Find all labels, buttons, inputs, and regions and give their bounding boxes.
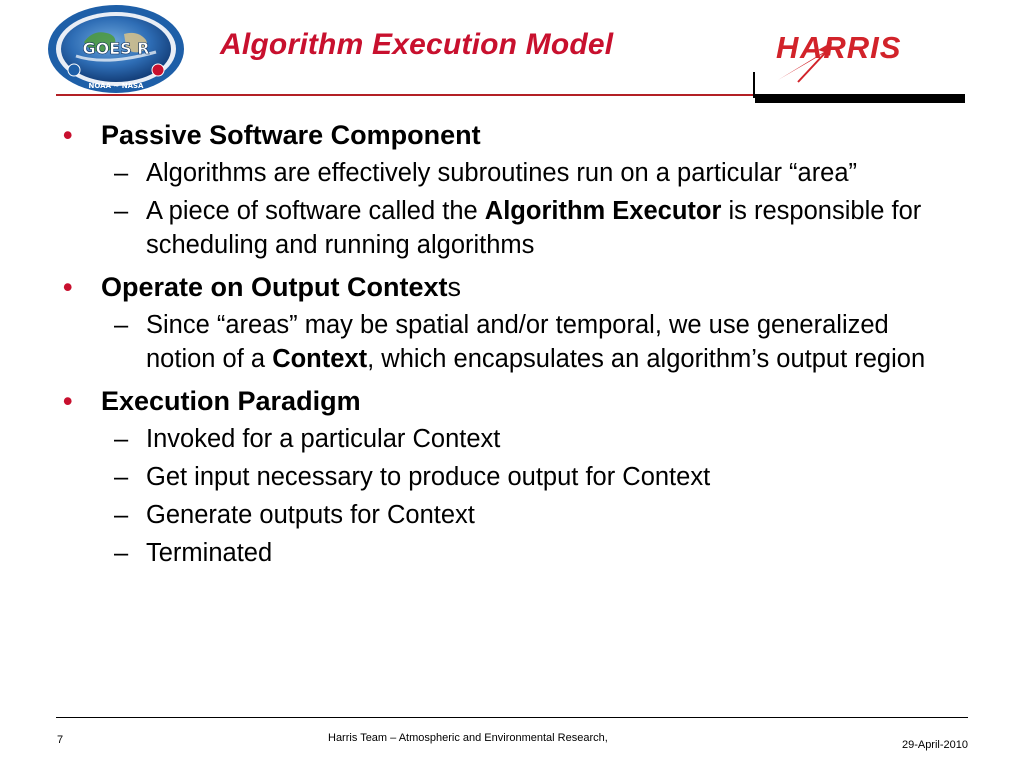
bullet-passive-software-component (0, 118, 1024, 152)
sub-bullet-text: Since “areas” may be spatial and/or temporal, we use generalized notion of a (146, 311, 889, 373)
dash: – (114, 463, 129, 491)
bullet-dot: • (63, 386, 73, 416)
sub-bullet (0, 156, 1024, 190)
sub-bullet (0, 498, 1024, 532)
sub-bullet (0, 536, 1024, 570)
dash: – (114, 539, 129, 567)
dash: – (114, 501, 129, 529)
sub-bullet-text: Generate outputs for Context (146, 501, 475, 529)
sub-bullet-text-after: is responsible for scheduling and running algorithms (146, 197, 922, 259)
sub-bullet (0, 422, 1024, 456)
sub-bullet (0, 194, 1024, 262)
bullet-dot: • (63, 120, 73, 150)
slide-title: Algorithm Execution Model (220, 28, 614, 61)
goes-r-logo-bottom-text: NOAA ~ NASA (88, 82, 144, 90)
sub-bullet-text: Get input necessary to produce output for Context (146, 463, 711, 491)
sub-bullet-text-after: , which encapsulates an algorithm’s output region (367, 345, 926, 373)
footer-date: 29-April-2010 (901, 739, 968, 751)
header-rule-red (56, 94, 754, 96)
sub-bullet-text: Terminated (146, 539, 273, 567)
dash: – (114, 425, 129, 453)
svg-text:ARRIS: ARRIS (800, 30, 902, 65)
goes-r-logo-text: GOES R (82, 39, 150, 58)
sub-bullet-text: Algorithms are effectively subroutines run on a particular “area” (146, 159, 858, 187)
sub-bullet-bold-text: Algorithm Executor (484, 197, 722, 225)
bullet-execution-paradigm (0, 384, 1024, 418)
sub-bullet-bold-text: Context (272, 345, 368, 373)
sub-bullet-text: Invoked for a particular Context (146, 425, 501, 453)
dash: – (114, 311, 129, 339)
dash: – (114, 197, 129, 225)
harris-logo (772, 30, 948, 84)
sub-bullet-text: A piece of software called the (146, 197, 485, 225)
page-number: 7 (57, 734, 64, 746)
footer-credit: Harris Team – Atmospheric and Environmental Research, (328, 732, 608, 744)
bullet-dot: • (63, 272, 73, 302)
dash: – (114, 159, 129, 187)
bullet-heading: Passive Software Component (101, 120, 481, 150)
header-rule-black (755, 94, 965, 103)
goes-r-logo (46, 4, 186, 94)
slide-body (0, 110, 1024, 570)
bullet-operate-on-output-contexts (0, 270, 1024, 304)
sub-bullet (0, 308, 1024, 376)
footer-rule (56, 717, 968, 718)
svg-text:H: H (776, 30, 800, 65)
bullet-heading: Operate on Output Context (101, 272, 448, 302)
bullet-heading-suffix: s (447, 272, 461, 302)
sub-bullet (0, 460, 1024, 494)
bullet-heading: Execution Paradigm (101, 386, 361, 416)
